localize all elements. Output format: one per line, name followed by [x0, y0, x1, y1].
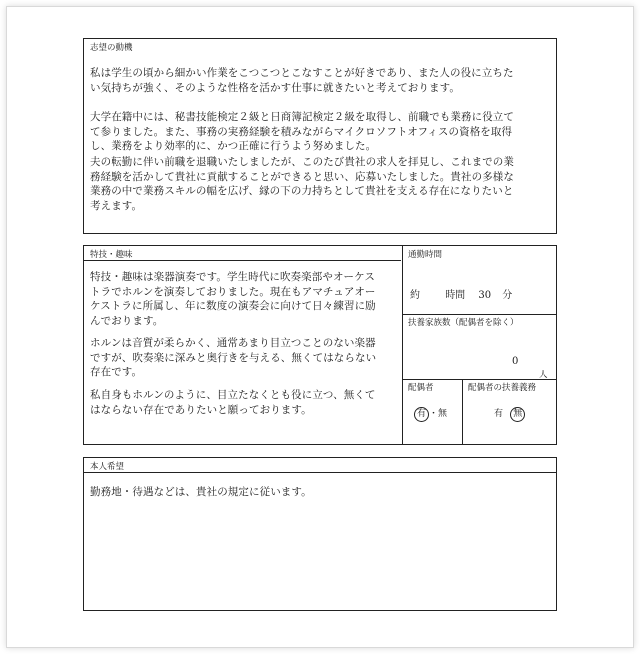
skills-title: 特技・趣味 [90, 250, 133, 260]
skills-paragraph-2: ホルンは音質が柔らかく、通常あまり目立つことのない楽器 ですが、吹奏楽に深みと奥行きを与える、無くてはならない 存在です。 [90, 337, 377, 378]
spouse-yes[interactable]: 有 [414, 407, 429, 422]
spouse-value: 有 ・無 [414, 407, 447, 422]
spouse-support-no[interactable]: 無 [510, 407, 525, 422]
motivation-paragraph-1: 私は学生の頃から細かい作業をこつこつとこなすことが好きであり、また人の役に立ちた い気持ちが強く、そのような性格を活かす仕事に就きたいと考えております。 [90, 67, 514, 94]
commute-title: 通勤時間 [408, 250, 443, 260]
request-text: 勤務地・待遇などは、貴社の規定に従います。 [90, 486, 312, 498]
motivation-section [83, 38, 557, 234]
commute-rule [402, 314, 556, 315]
spouse-no[interactable]: 無 [438, 409, 448, 419]
request-title-rule [84, 472, 556, 473]
skills-paragraph-3: 私自身もホルンのように、目立たなくとも役に立つ、無くて はならない存在でありたいと願っております。 [90, 389, 376, 416]
dependents-rule [402, 379, 556, 380]
skills-and-info-section [83, 245, 557, 445]
skills-paragraph-1: 特技・趣味は楽器演奏です。学生時代に吹奏楽部やオーケス トラでホルンを演奏しておりました。現在もアマチュアオー ケストラに所属し、年に数度の演奏会に向けて日々練習に励 んでおります。 [90, 271, 376, 327]
spouse-support-value [494, 407, 525, 422]
spouse-divider [462, 379, 463, 444]
skills-title-rule [84, 260, 401, 261]
motivation-paragraph-2: 大学在籍中には、秘書技能検定２級と日商簿記検定２級を取得し、前職でも業務に役立て て参りました。また、事務の実務経験を積みながらマイクロソフトオフィスの資格を取得 し、業務をより効率的に、かつ正確に行うよう努めました。 [90, 111, 514, 152]
spouse-title: 配偶者 [408, 383, 434, 393]
spouse-support-yes[interactable]: 有 [494, 409, 504, 419]
request-section [83, 457, 557, 611]
dependents-count: 0 [512, 356, 519, 367]
dependents-title: 扶養家族数（配偶者を除く） [408, 318, 519, 328]
motivation-paragraph-3: 夫の転勤に伴い前職を退職いたしましたが、このたび貴社の求人を拝見し、これまでの業 務経験を活かして貴社に貢献することができると思い、応募いたしました。貴社の多様な 業務の中で業務スキルの幅を広げ、縁の下の力持ちとして貴社を支える存在になりたいと 考えます。 [90, 156, 514, 212]
column-divider [402, 246, 403, 444]
dependents-unit: 人 [539, 370, 548, 380]
commute-time: 約 時間 30 分 [410, 290, 513, 301]
spouse-support-title: 配偶者の扶養義務 [468, 383, 537, 393]
request-title: 本人希望 [90, 462, 125, 472]
motivation-title: 志望の動機 [90, 43, 133, 53]
